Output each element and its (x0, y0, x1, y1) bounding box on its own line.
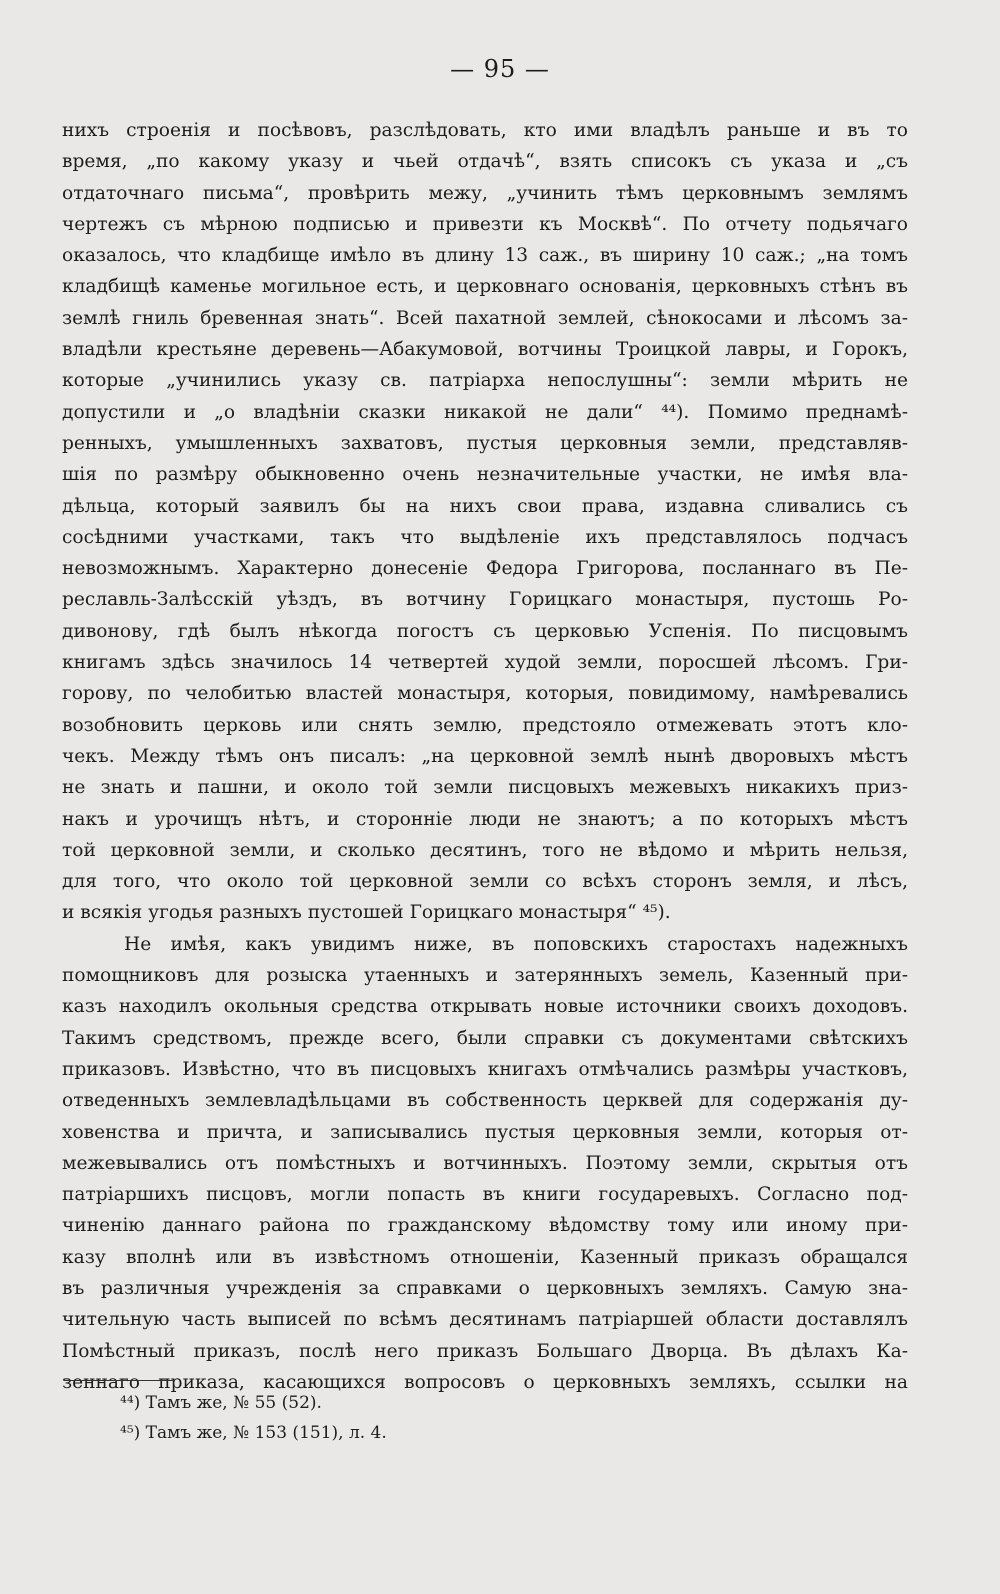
text-line: отведенныхъ землевладѣльцами въ собственность церквей для содержанія ду- (62, 1090, 908, 1112)
footnote-divider (64, 1380, 174, 1381)
text-line: время, „по какому указу и чьей отдачѣ“, взять списокъ съ указа и „съ (62, 151, 908, 173)
text-line: помощниковъ для розыска утаенныхъ и затерянныхъ земель, Казенный при- (62, 965, 908, 987)
text-line: шія по размѣру обыкновенно очень незначительные участки, не имѣя вла- (62, 464, 908, 486)
text-line: реславль-Залѣсскій уѣздъ, въ вотчину Горицкаго монастыря, пустошь Ро- (62, 589, 908, 611)
text-line: чертежъ съ мѣрною подписью и привезти къ Москвѣ“. По отчету подьячаго (62, 213, 908, 235)
text-line: для того, что около той церковной земли со всѣхъ сторонъ земля, и лѣсъ, (62, 871, 908, 893)
text-line: невозможнымъ. Характерно донесеніе Федора Григорова, посланнаго въ Пе- (62, 558, 908, 580)
text-line: возобновить церковь или снять землю, предстояло отмежевать этотъ кло- (62, 714, 908, 736)
footnotes (120, 1388, 820, 1448)
text-line: той церковной земли, и сколько десятинъ, того не вѣдомо и мѣрить нельзя, (62, 839, 908, 861)
text-line: казъ находилъ окольныя средства открывать новые источники своихъ доходовъ. (62, 996, 908, 1018)
text-line: казу вполнѣ или въ извѣстномъ отношеніи, Казенный приказъ обращался (62, 1246, 908, 1268)
text-line: зеннаго приказа, касающихся вопросовъ о церковныхъ земляхъ, ссылки на (62, 1371, 908, 1393)
text-line: ховенства и причта, и записывались пустыя церковныя земли, которыя от- (62, 1121, 908, 1143)
footnote: ⁴⁴) Тамъ же, № 55 (52). (120, 1393, 322, 1413)
text-line: чительную часть выписей по всѣмъ десятинамъ патріаршей области доставлялъ (62, 1309, 908, 1331)
text-line: дѣльца, который заявилъ бы на нихъ свои права, издавна сливались съ (62, 495, 908, 517)
text-line: Такимъ средствомъ, прежде всего, были справки съ документами свѣтскихъ (62, 1027, 908, 1049)
text-line: которые „учинились указу св. патріарха непослушны“: земли мѣрить не (62, 370, 908, 392)
text-line: владѣли крестьяне деревень—Абакумовой, вотчины Троицкой лавры, и Горокъ, (62, 339, 908, 361)
text-line: сосѣдними участками, такъ что выдѣленіе ихъ представлялось подчасъ (62, 526, 908, 548)
text-line: накъ и урочищъ нѣтъ, и сторонніе люди не знаютъ; а по которыхъ мѣстъ (62, 808, 908, 830)
text-line: чиненію даннаго района по гражданскому вѣдомству тому или иному при- (62, 1215, 908, 1237)
body-text (62, 115, 908, 1398)
text-line: Не имѣя, какъ увидимъ ниже, въ поповскихъ старостахъ надежныхъ (124, 933, 908, 955)
text-line: оказалось, что кладбище имѣло въ длину 13 саж., въ ширину 10 саж.; „на томъ (62, 245, 908, 267)
text-line: межевывались отъ помѣстныхъ и вотчинныхъ. Поэтому земли, скрытыя отъ (62, 1152, 908, 1174)
text-line: и всякія угодья разныхъ пустошей Горицкаго монастыря“ ⁴⁵). (62, 902, 671, 924)
footnote: ⁴⁵) Тамъ же, № 153 (151), л. 4. (120, 1423, 387, 1443)
text-line: чекъ. Между тѣмъ онъ писалъ: „на церковной землѣ нынѣ дворовыхъ мѣстъ (62, 745, 908, 767)
page-number: — 95 — (450, 55, 550, 83)
text-line: нихъ строенія и посѣвовъ, разслѣдовать, кто ими владѣлъ раньше и въ то (62, 120, 908, 141)
text-line: кладбищѣ каменье могильное есть, и церковнаго основанія, церковныхъ стѣнъ въ (62, 276, 908, 298)
text-line: ренныхъ, умышленныхъ захватовъ, пустыя церковныя земли, представляв- (62, 432, 908, 454)
text-line: въ различныя учрежденія за справками о церковныхъ земляхъ. Самую зна- (62, 1277, 908, 1299)
text-line: землѣ гниль бревенная знать“. Всей пахатной землей, сѣнокосами и лѣсомъ за- (62, 307, 908, 329)
text-line: не знать и пашни, и около той земли писцовыхъ межевыхъ никакихъ приз- (62, 777, 908, 799)
text-line: допустили и „о владѣніи сказки никакой не дали“ ⁴⁴). Помимо преднамѣ- (62, 401, 908, 423)
text-line: отдаточнаго письма“, провѣрить межу, „учинить тѣмъ церковнымъ землямъ (62, 182, 908, 204)
text-line: горову, по челобитью властей монастыря, которыя, повидимому, намѣревались (62, 683, 908, 705)
text-line: дивонову, гдѣ былъ нѣкогда погостъ съ церковью Успенія. По писцовымъ (62, 620, 908, 642)
text-line: книгамъ здѣсь значилось 14 четвертей худой земли, поросшей лѣсомъ. Гри- (62, 652, 908, 674)
text-line: Помѣстный приказъ, послѣ него приказъ Большаго Дворца. Въ дѣлахъ Ка- (62, 1340, 908, 1362)
text-line: приказовъ. Извѣстно, что въ писцовыхъ книгахъ отмѣчались размѣры участковъ, (62, 1058, 908, 1080)
text-line: патріаршихъ писцовъ, могли попасть въ книги государевыхъ. Согласно под- (62, 1184, 908, 1206)
